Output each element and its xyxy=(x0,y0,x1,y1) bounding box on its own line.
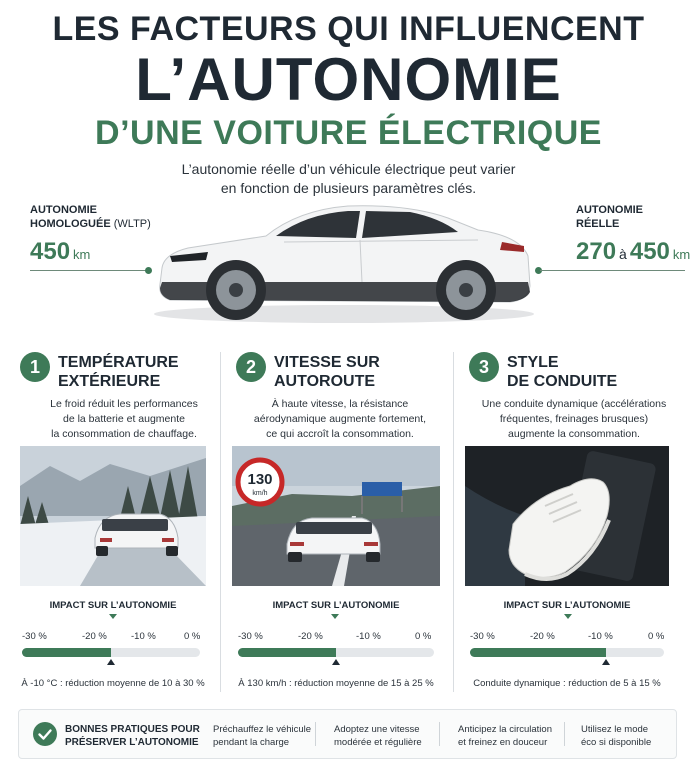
factor-title-1-line-2: EXTÉRIEURE xyxy=(58,373,161,390)
tip-2-line-1: Adoptez une vitesse xyxy=(334,724,420,735)
tip-preheat xyxy=(213,723,311,749)
column-separator xyxy=(220,352,221,692)
real-value-max: 450 xyxy=(629,238,670,265)
real-value xyxy=(576,239,690,268)
tip-4-line-2: éco si disponible xyxy=(581,737,652,748)
impact-note-3: Conduite dynamique : réduction de 5 à 15 % xyxy=(473,678,661,689)
real-leader-line xyxy=(540,270,685,271)
impact-title-marker-3 xyxy=(564,614,572,619)
factor-title-3-line-1: STYLE xyxy=(507,354,559,371)
factor-desc-3 xyxy=(469,397,679,442)
car-illustration xyxy=(148,196,538,328)
impact-1-tick-10: -10 % xyxy=(131,631,156,642)
pedal-photo xyxy=(465,446,669,586)
impact-1-tick-20: -20 % xyxy=(82,631,107,642)
real-unit: km xyxy=(672,247,691,262)
factor-desc-2 xyxy=(240,397,440,442)
good-practices-title-line-1: BONNES PRATIQUES POUR xyxy=(65,724,200,735)
impact-3-marker xyxy=(602,659,610,665)
speed-sign-value: 130 xyxy=(247,471,273,488)
tip-3-line-2: et freinez en douceur xyxy=(458,737,548,748)
impact-1-tick-0: 0 % xyxy=(184,631,201,642)
factor-title-1-line-1: TEMPÉRATURE xyxy=(58,354,179,371)
good-practices-panel xyxy=(18,709,677,759)
real-label xyxy=(576,203,690,231)
impact-title-1: IMPACT SUR L’AUTONOMIE xyxy=(49,600,177,611)
impact-1-fill xyxy=(22,648,111,657)
speed-sign-unit: km/h xyxy=(252,490,268,497)
factor-desc-1-line-2: de la batterie et augmente xyxy=(62,413,185,425)
factor-desc-3-line-3: augmente la consommation. xyxy=(508,428,640,440)
impact-3-tick-20: -20 % xyxy=(530,631,555,642)
tip-moderate-speed xyxy=(334,723,422,749)
factor-number-1: 1 xyxy=(20,352,50,382)
impact-2-marker xyxy=(332,659,340,665)
impact-2-fill xyxy=(238,648,336,657)
impact-title-2: IMPACT SUR L’AUTONOMIE xyxy=(272,600,400,611)
wltp-label-line-1: AUTONOMIE xyxy=(30,204,98,216)
impact-2-tick-20: -20 % xyxy=(298,631,323,642)
intro-text xyxy=(0,160,697,198)
winter-road-photo xyxy=(20,446,206,586)
real-value-min: 270 xyxy=(576,238,617,265)
wltp-label-wltp: (WLTP) xyxy=(113,218,151,230)
tip-4-line-1: Utilisez le mode xyxy=(581,724,649,735)
factor-title-2-line-1: VITESSE SUR xyxy=(274,354,380,371)
wltp-unit: km xyxy=(73,247,91,262)
good-practices-title xyxy=(65,723,200,749)
factor-desc-3-line-2: fréquentes, freinages brusques) xyxy=(499,413,649,425)
real-connector: à xyxy=(619,246,627,262)
title-line-3: D’UNE VOITURE ÉLECTRIQUE xyxy=(95,114,602,152)
impact-2-tick-10: -10 % xyxy=(356,631,381,642)
impact-1-tick-30: -30 % xyxy=(22,631,47,642)
real-range xyxy=(576,203,690,268)
factor-desc-1-line-3: la consommation de chauffage. xyxy=(51,428,197,440)
tip-anticipate xyxy=(458,723,552,749)
factor-desc-2-line-2: aérodynamique augmente fortement, xyxy=(253,413,427,425)
highway-photo xyxy=(232,446,440,586)
factor-title-3-line-2: DE CONDUITE xyxy=(507,373,618,390)
check-icon xyxy=(33,722,57,746)
tip-separator xyxy=(315,722,316,746)
impact-1-marker xyxy=(107,659,115,665)
wltp-leader-line xyxy=(30,270,148,271)
impact-title-marker-2 xyxy=(331,614,339,619)
tip-eco-mode xyxy=(581,723,651,749)
real-label-line-2: RÉELLE xyxy=(576,218,620,230)
title-line-2: L’AUTONOMIE xyxy=(135,46,562,113)
impact-note-1: À -10 °C : réduction moyenne de 10 à 30 % xyxy=(21,678,205,689)
impact-title-marker-1 xyxy=(109,614,117,619)
factor-number-2: 2 xyxy=(236,352,266,382)
wltp-range xyxy=(30,203,151,268)
intro-line-2: en fonction de plusieurs paramètres clés. xyxy=(220,180,477,196)
impact-note-2: À 130 km/h : réduction moyenne de 15 à 25 % xyxy=(238,678,434,689)
wltp-label-line-2: HOMOLOGUÉE xyxy=(30,218,111,230)
factor-desc-1 xyxy=(34,397,214,442)
column-separator xyxy=(453,352,454,692)
tip-1-line-1: Préchauffez le véhicule xyxy=(213,724,312,735)
impact-title-3: IMPACT SUR L’AUTONOMIE xyxy=(503,600,631,611)
factor-title-2 xyxy=(274,353,380,391)
title-line-1: LES FACTEURS QUI INFLUENCENT xyxy=(52,10,645,48)
real-label-line-1: AUTONOMIE xyxy=(576,204,644,216)
wltp-label xyxy=(30,203,151,231)
factor-desc-1-line-1: Le froid réduit les performances xyxy=(50,398,198,410)
impact-2-tick-30: -30 % xyxy=(238,631,263,642)
tip-separator xyxy=(439,722,440,746)
good-practices-title-line-2: PRÉSERVER L’AUTONOMIE xyxy=(65,737,199,748)
intro-line-1: L’autonomie réelle d’un véhicule électrique peut varier xyxy=(181,161,516,177)
tip-1-line-2: pendant la charge xyxy=(213,737,290,748)
factor-desc-2-line-3: ce qui accroît la consommation. xyxy=(266,428,414,440)
factor-title-3 xyxy=(507,353,617,391)
wltp-value-number: 450 xyxy=(30,238,71,265)
factor-number-3: 3 xyxy=(469,352,499,382)
factor-desc-3-line-1: Une conduite dynamique (accélérations xyxy=(481,398,667,410)
impact-2-tick-0: 0 % xyxy=(415,631,432,642)
tip-3-line-1: Anticipez la circulation xyxy=(458,724,552,735)
tip-separator xyxy=(564,722,565,746)
impact-3-tick-30: -30 % xyxy=(470,631,495,642)
factor-title-2-line-2: AUTOROUTE xyxy=(274,373,376,390)
tip-2-line-2: modérée et régulière xyxy=(334,737,422,748)
impact-3-fill xyxy=(470,648,606,657)
impact-3-tick-0: 0 % xyxy=(648,631,665,642)
impact-3-tick-10: -10 % xyxy=(588,631,613,642)
factor-desc-2-line-1: À haute vitesse, la résistance xyxy=(271,398,409,410)
factor-title-1 xyxy=(58,353,179,391)
wltp-value xyxy=(30,239,151,268)
